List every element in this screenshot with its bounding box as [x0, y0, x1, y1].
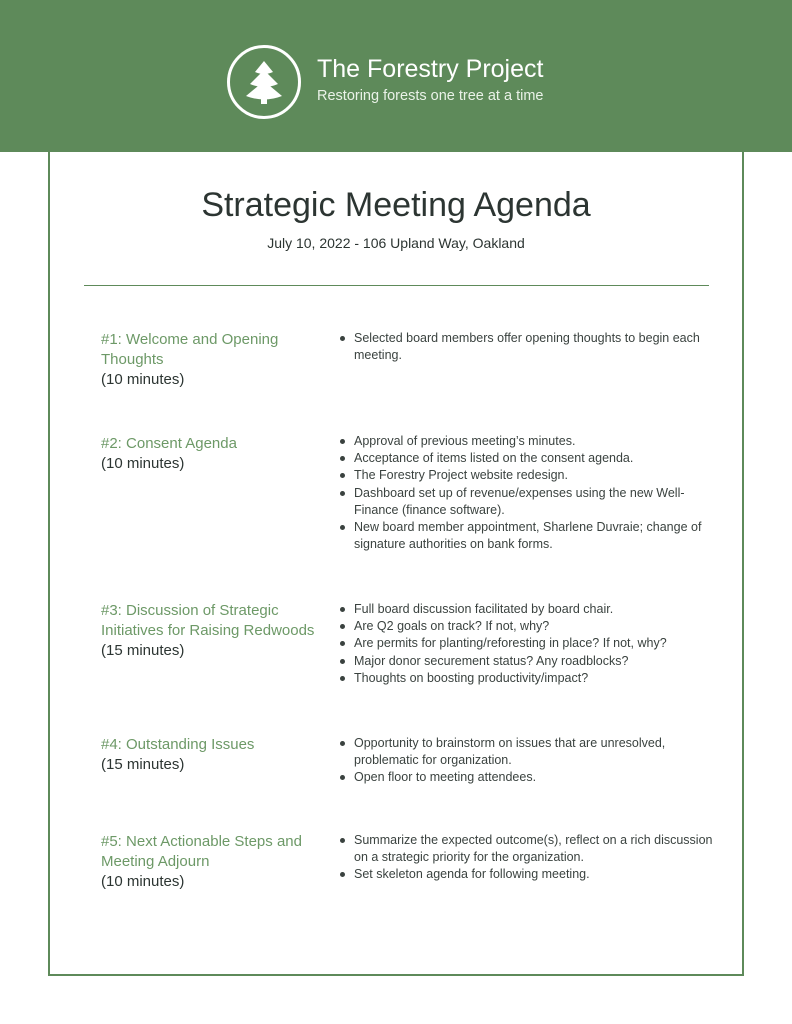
- header-banner: [0, 0, 792, 152]
- pine-tree-icon: [230, 48, 298, 116]
- agenda-item-points: [337, 832, 717, 884]
- agenda-item-duration: (10 minutes): [101, 455, 185, 472]
- agenda-item-points: [337, 601, 717, 687]
- agenda-point: Set skeleton agenda for following meeting.: [337, 866, 717, 883]
- agenda-item-heading: [101, 735, 316, 775]
- agenda-point: Acceptance of items listed on the consent agenda.: [337, 450, 717, 467]
- logo: [227, 45, 301, 119]
- brand-tagline: Restoring forests one tree at a time: [317, 88, 544, 104]
- agenda-item-heading: [101, 434, 316, 474]
- agenda-item-title: #1: Welcome and Opening Thoughts: [101, 331, 279, 368]
- agenda-item-points: [337, 735, 717, 787]
- agenda-point: Selected board members offer opening thoughts to begin each meeting.: [337, 330, 717, 364]
- agenda-point: Thoughts on boosting productivity/impact?: [337, 670, 717, 687]
- agenda-item-duration: (15 minutes): [101, 756, 185, 773]
- agenda-point: Summarize the expected outcome(s), reflect on a rich discussion on a strategic priority for the organization.: [337, 832, 717, 866]
- agenda-item-title: #5: Next Actionable Steps and Meeting Adjourn: [101, 833, 302, 870]
- brand-name: The Forestry Project: [317, 55, 544, 83]
- agenda-point: New board member appointment, Sharlene Duvraie; change of signature authorities on bank forms.: [337, 519, 717, 553]
- agenda-point: Opportunity to brainstorm on issues that are unresolved, problematic for organization.: [337, 735, 717, 769]
- agenda-item-points: [337, 433, 717, 553]
- agenda-point: Dashboard set up of revenue/expenses using the new Well-Finance (finance software).: [337, 485, 717, 519]
- agenda-item-title: #3: Discussion of Strategic Initiatives for Raising Redwoods: [101, 602, 315, 639]
- agenda-point: Approval of previous meeting’s minutes.: [337, 433, 717, 450]
- agenda-item-title: #4: Outstanding Issues: [101, 736, 255, 753]
- agenda-point: Major donor securement status? Any roadblocks?: [337, 653, 717, 670]
- agenda-point: Full board discussion facilitated by board chair.: [337, 601, 717, 618]
- divider: [84, 285, 709, 286]
- agenda-item-title: #2: Consent Agenda: [101, 435, 237, 452]
- agenda-point: Are permits for planting/reforesting in place? If not, why?: [337, 635, 717, 652]
- agenda-point: The Forestry Project website redesign.: [337, 467, 717, 484]
- agenda-item-heading: [101, 832, 316, 892]
- agenda-point: Open floor to meeting attendees.: [337, 769, 717, 786]
- page-title: Strategic Meeting Agenda: [201, 186, 591, 224]
- agenda-point: Are Q2 goals on track? If not, why?: [337, 618, 717, 635]
- agenda-item-points: [337, 330, 717, 364]
- page-subtitle: July 10, 2022 - 106 Upland Way, Oakland: [267, 235, 525, 251]
- agenda-item-heading: [101, 601, 316, 661]
- agenda-item-duration: (15 minutes): [101, 642, 185, 659]
- agenda-item-heading: [101, 330, 316, 390]
- agenda-item-duration: (10 minutes): [101, 371, 185, 388]
- agenda-item-duration: (10 minutes): [101, 873, 185, 890]
